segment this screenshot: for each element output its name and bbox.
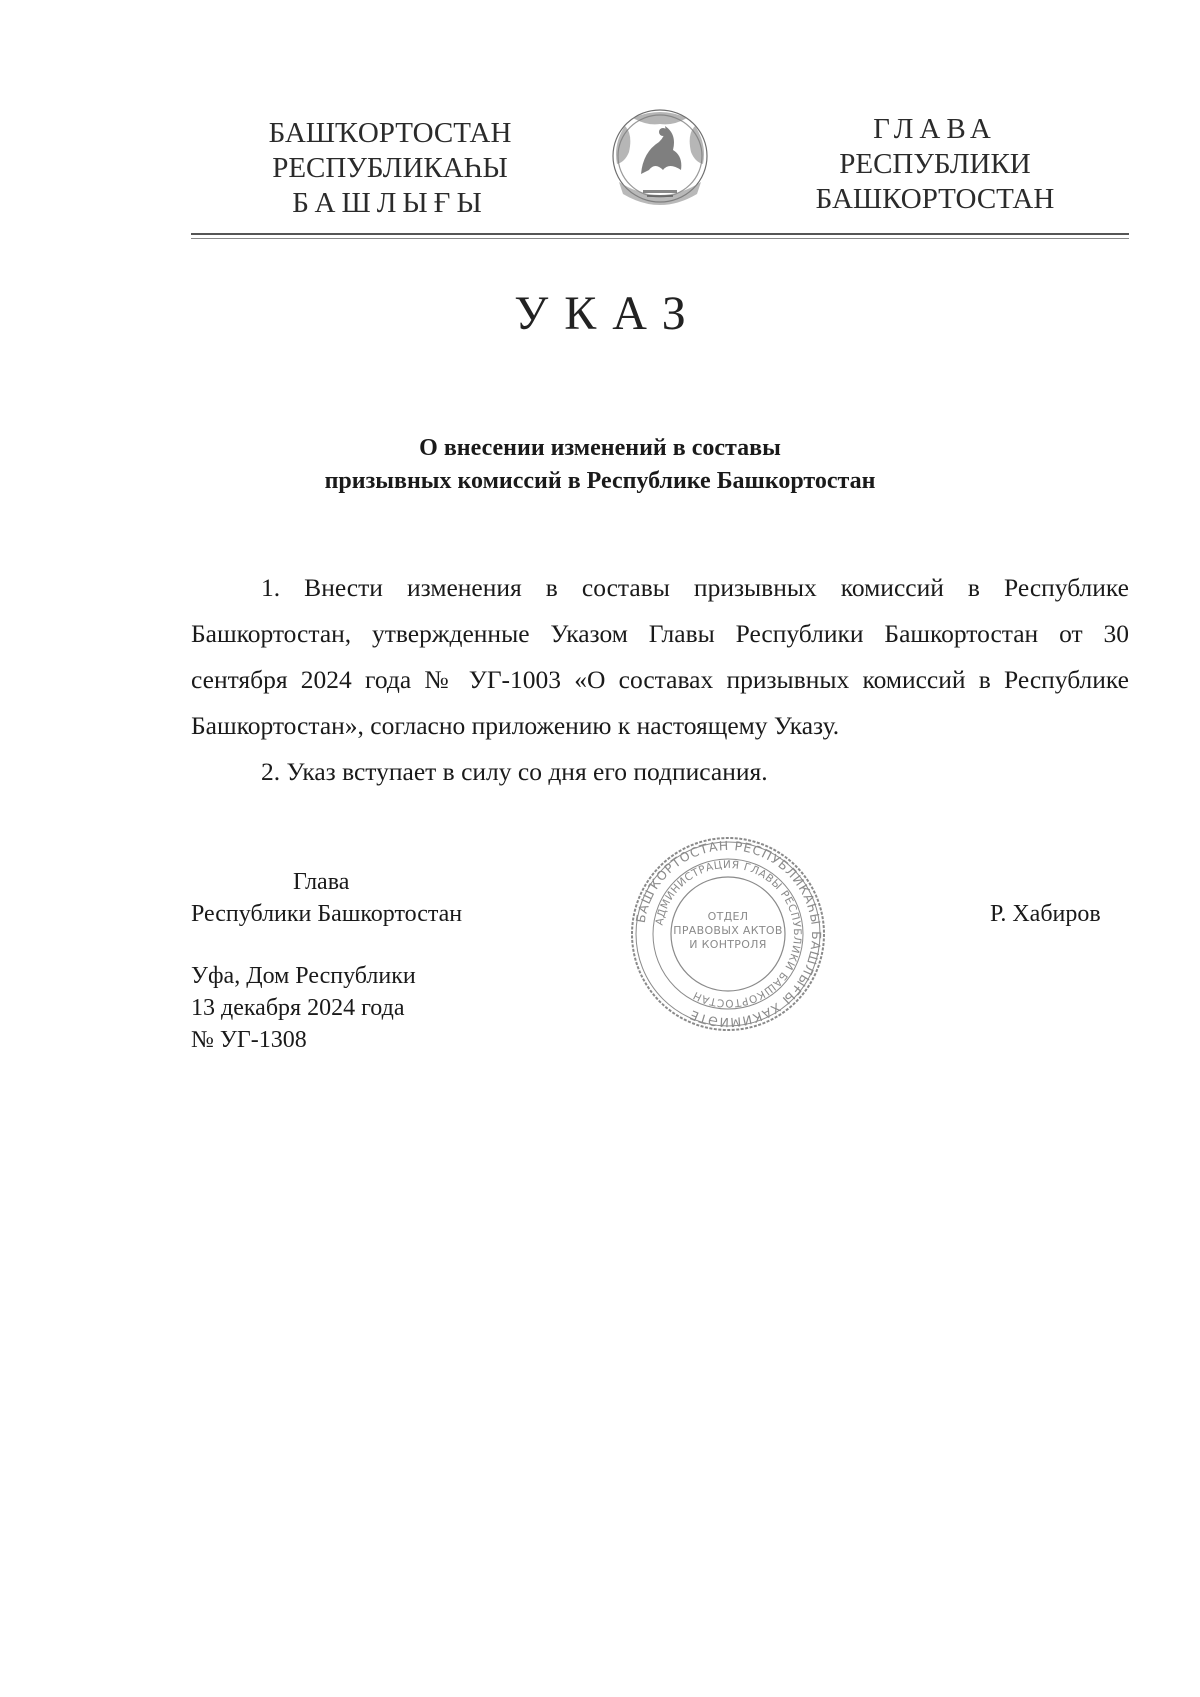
- date: 13 декабря 2024 года: [191, 995, 405, 1021]
- stamp-center-line-3: И КОНТРОЛЯ: [689, 938, 767, 951]
- header-left-line-1: БАШҠОРТОСТАН: [268, 117, 512, 149]
- place: Уфа, Дом Республики: [191, 963, 416, 989]
- paragraph-1: 1. Внести изменения в составы призывных комиссий в Республике Башкортостан, утвержденные Указом Главы Республики Башкортостан от 30 сентября 2024 года № УГ-1003 «О составах призывных комиссий в Республике Башкортостан», согласно приложению к настоящему Указу.: [191, 573, 1129, 740]
- stamp-department: [671, 910, 785, 952]
- signatory-position-line-1: Глава: [293, 869, 350, 895]
- stamp-center-line-1: ОТДЕЛ: [707, 910, 749, 923]
- header-left-line-3: БАШЛЫҒЫ: [292, 187, 488, 219]
- document-type: УКАЗ: [514, 287, 702, 340]
- stamp-inner-text: АДМИНИСТРАЦИЯ ГЛАВЫ РЕСПУБЛИКИ БАШКОРТОСТАН: [653, 858, 804, 1010]
- document-number: № УГ-1308: [191, 1027, 307, 1053]
- header-left-title: [240, 116, 540, 221]
- stamp-outer-text: БАШҠОРТОСТАН РЕСПУБЛИКАҺЫ БАШЛЫҒЫ ХАКИМИӘТЕ: [632, 837, 825, 1031]
- signatory-name: Р. Хабиров: [990, 901, 1101, 927]
- signatory-position: [191, 866, 462, 930]
- title-line-2: призывных комиссий в Республике Башкортостан: [324, 468, 876, 494]
- document-body: [191, 565, 1129, 795]
- signatory-position-line-2: Республики Башкортостан: [191, 901, 463, 927]
- header-divider-thin: [191, 238, 1129, 239]
- header-right-line-1: ГЛАВА: [873, 113, 997, 145]
- document-title: [0, 432, 1200, 498]
- place-and-date: [191, 960, 416, 1056]
- header-right-line-2: РЕСПУБЛИКИ: [839, 148, 1031, 180]
- coat-of-arms-emblem: [603, 104, 717, 216]
- title-line-1: О внесении изменений в составы: [419, 435, 781, 461]
- paragraph-2: 2. Указ вступает в силу со дня его подписания.: [261, 757, 768, 786]
- stamp-center-line-2: ПРАВОВЫХ АКТОВ: [673, 924, 783, 937]
- header-left-line-2: РЕСПУБЛИКАҺЫ: [272, 152, 508, 184]
- header-divider: [191, 233, 1129, 235]
- header-right-title: [780, 112, 1090, 217]
- header-right-line-3: БАШКОРТОСТАН: [815, 183, 1055, 215]
